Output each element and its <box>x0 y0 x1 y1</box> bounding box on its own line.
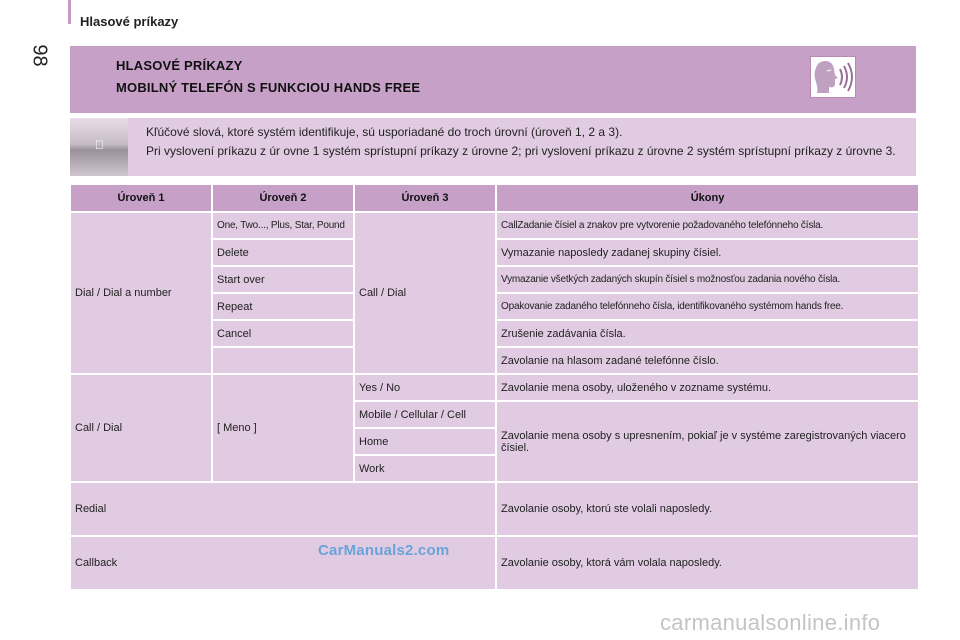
callback-cell: Callback <box>71 537 495 589</box>
table-row <box>71 537 918 589</box>
level2-cell: Cancel <box>213 321 353 346</box>
table-row <box>71 375 918 400</box>
action-cell: Zavolanie na hlasom zadané telefónne číslo. <box>497 348 918 373</box>
table-header-row <box>71 185 918 211</box>
header-level2: Úroveň 2 <box>213 185 353 211</box>
level3-cell: Work <box>355 456 495 481</box>
table-row <box>71 483 918 535</box>
level2-cell: Delete <box>213 240 353 265</box>
level2-cell: [ Meno ] <box>213 375 353 481</box>
action-cell: Vymazanie naposledy zadanej skupiny čísiel. <box>497 240 918 265</box>
action-cell: Vymazanie všetkých zadaných skupín čísiel s možnosťou zadania nového čísla. <box>497 267 918 292</box>
level2-cell: Start over <box>213 267 353 292</box>
action-cell: Zavolanie mena osoby s upresnením, pokiaľ je v systéme zaregistrovaných viacero čísiel. <box>497 402 918 481</box>
section-title: Hlasové príkazy <box>80 14 179 29</box>
speaking-head-icon <box>810 56 856 98</box>
section-accent-bar <box>68 0 71 24</box>
intro-paragraph-1: Kľúčové slová, ktoré systém identifikuje, sú usporiadané do troch úrovní (úroveň 1, 2 a 3). <box>146 125 623 139</box>
action-cell: Zavolanie osoby, ktorú ste volali naposledy. <box>497 483 918 535</box>
level3-cell: Mobile / Cellular / Cell <box>355 402 495 427</box>
header-level1: Úroveň 1 <box>71 185 211 211</box>
banner-title: HLASOVÉ PRÍKAZY <box>116 58 243 73</box>
intro-text <box>146 124 906 162</box>
intro-paragraph-2: Pri vyslovení príkazu z úr ovne 1 systém sprístupní príkazy z úrovne 2; pri vyslovení príkazu z úrovne 2 systém sprístupní príkazy z úrovne 3. <box>146 144 896 158</box>
watermark-carmanualsonline: carmanualsonline.info <box>660 610 881 635</box>
empty-level2-cell <box>213 348 353 373</box>
level2-cell: Repeat <box>213 294 353 319</box>
action-cell: Zrušenie zadávania čísla. <box>497 321 918 346</box>
watermark-carmanuals2: CarManuals2.com <box>318 542 450 559</box>
level3-cell: Call / Dial <box>355 213 495 373</box>
action-cell: Zavolanie mena osoby, uloženého v zozname systému. <box>497 375 918 400</box>
page-number: 98 <box>28 44 51 67</box>
redial-cell: Redial <box>71 483 495 535</box>
level2-cell: One, Two..., Plus, Star, Pound <box>213 213 353 238</box>
action-cell: Zavolanie osoby, ktorá vám volala naposledy. <box>497 537 918 589</box>
table-row <box>71 213 918 238</box>
intro-panel <box>70 118 916 176</box>
header-level3: Úroveň 3 <box>355 185 495 211</box>
level1-cell: Dial / Dial a number <box>71 213 211 373</box>
action-cell: CallZadanie čísiel a znakov pre vytvorenie požadovaného telefónneho čísla. <box>497 213 918 238</box>
action-cell: Opakovanie zadaného telefónneho čísla, identifikovaného systémom hands free. <box>497 294 918 319</box>
voice-commands-table <box>69 183 920 591</box>
header-banner <box>70 46 916 113</box>
banner-subtitle: MOBILNÝ TELEFÓN S FUNKCIOU HANDS FREE <box>116 80 421 95</box>
level3-cell: Home <box>355 429 495 454</box>
header-actions: Úkony <box>497 185 918 211</box>
level1-cell: Call / Dial <box>71 375 211 481</box>
apple-icon <box>70 118 128 176</box>
level3-cell: Yes / No <box>355 375 495 400</box>
